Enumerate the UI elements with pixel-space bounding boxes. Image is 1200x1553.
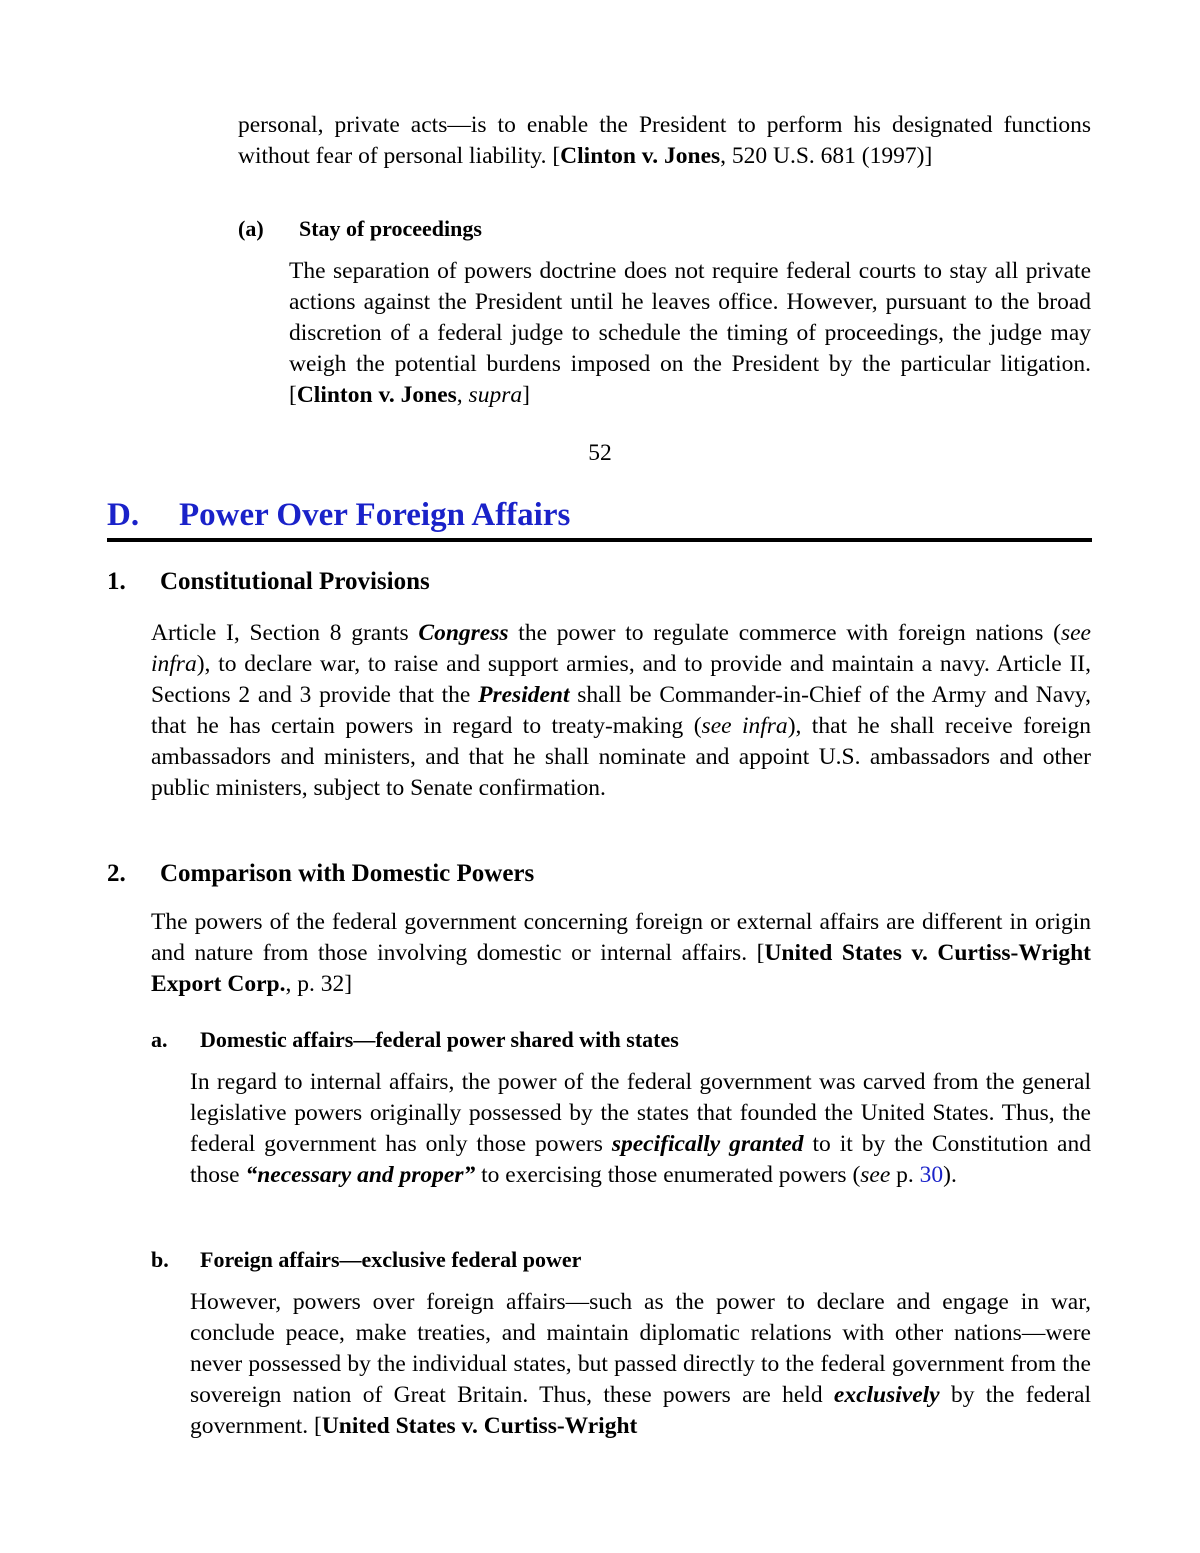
subheading-foreign: b. Foreign affairs—exclusive federal power [151, 1247, 582, 1272]
page-number: 52 [588, 440, 612, 466]
subheading-stay: (a) Stay of proceedings [238, 216, 482, 241]
constitutional-paragraph: Article I, Section 8 grants Congress the power to regulate commerce with foreign nations (see infra), to declare war, to raise and support armies, and to provide and maintain a navy. Article II, Sections 2 and 3 provide that the President shall be Commander-in-Chief of the Army and Navy, that he has certain powers in regard to treaty-making (see infra), that he shall receive foreign ambassadors and ministers, and that he shall nominate and appoint U.S. ambassadors and other public ministers, subject to Senate confirmation. [151, 620, 1091, 801]
heading-constitutional-provisions: 1. Constitutional Provisions [107, 568, 430, 595]
case-name: United States v. Curtiss-Wright [321, 1413, 638, 1439]
case-name: United States v. Curtiss-Wright Export Corp. [151, 940, 1091, 997]
subheading-domestic: a. Domestic affairs—federal power shared with states [151, 1027, 679, 1052]
comparison-paragraph: The powers of the federal government concerning foreign or external affairs are different in origin and nature from those involving domestic or internal affairs. [United States v. Curtiss-Wright Export Corp., p. 32] [151, 909, 1091, 997]
heading-comparison: 2. Comparison with Domestic Powers [107, 860, 535, 887]
case-name: Clinton v. Jones [560, 143, 721, 169]
case-name: Clinton v. Jones [296, 382, 457, 408]
page-link[interactable]: 30 [919, 1162, 944, 1188]
section-heading: D. Power Over Foreign Affairs [107, 497, 571, 533]
foreign-paragraph: However, powers over foreign affairs—such as the power to declare and engage in war, conclude peace, make treaties, and maintain diplomatic relations with other nations—were never possessed by the individual states, but passed directly to the federal government from the sovereign nation of Great Britain. Thus, these powers are held exclusively by the federal government. [United States v. Curtiss-Wright [190, 1289, 1091, 1439]
heading-rule [107, 538, 1092, 542]
domestic-paragraph: In regard to internal affairs, the power of the federal government was carved from the general legislative powers originally possessed by the states that founded the United States. Thus, the federal government has only those powers specifically granted to it by the Constitution and those “necessary and proper” to exercising those enumerated powers (see p. 30). [190, 1069, 1091, 1188]
continuation-paragraph: personal, private acts—is to enable the President to perform his designated functions without fear of personal liability. [Clinton v. Jones, 520 U.S. 681 (1997)] [238, 112, 1091, 169]
stay-paragraph: The separation of powers doctrine does not require federal courts to stay all private actions against the President until he leaves office. However, pursuant to the broad discretion of a federal judge to schedule the timing of proceedings, the judge may weigh the potential burdens imposed on the President by the particular litigation. [Clinton v. Jones, supra] [289, 258, 1091, 408]
